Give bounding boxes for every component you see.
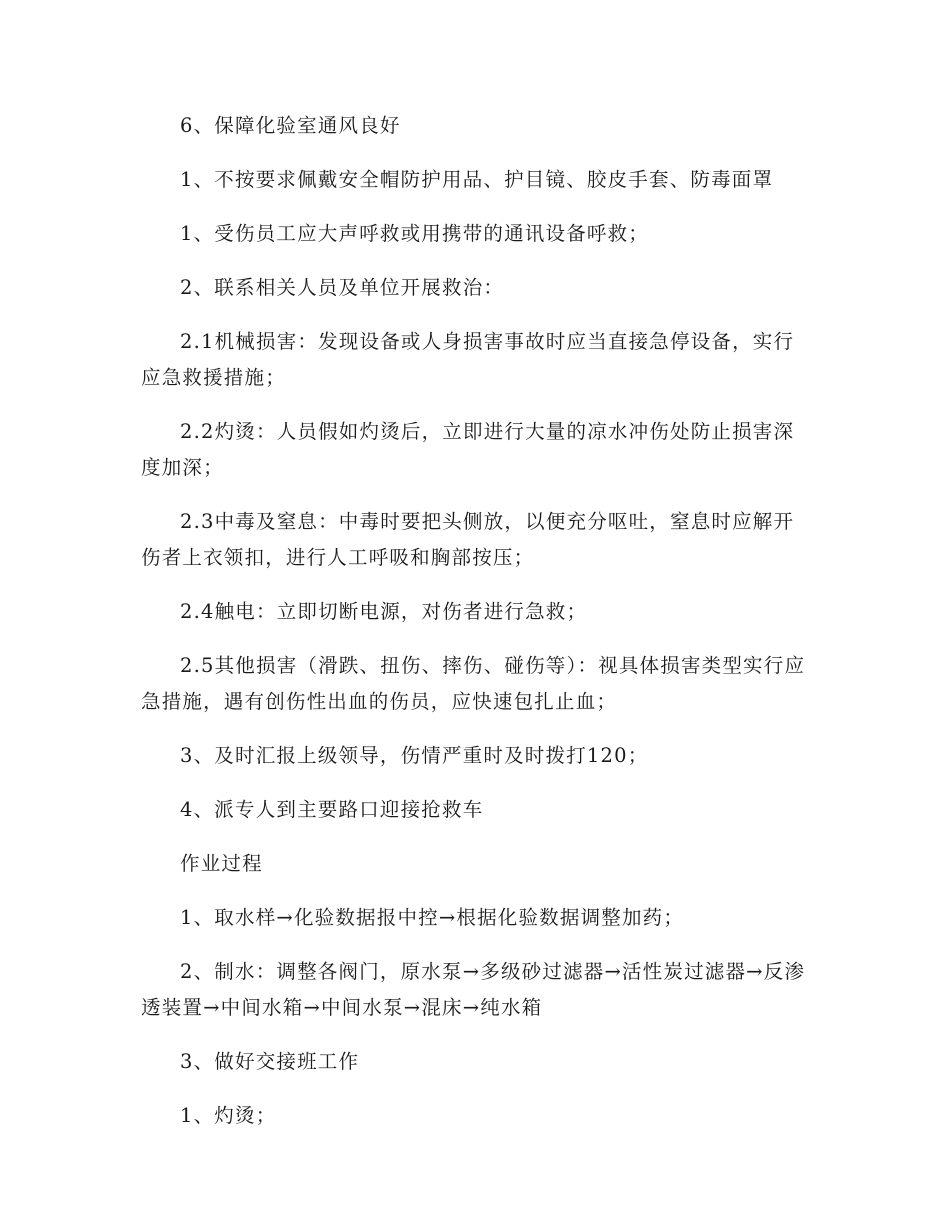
paragraph: 2.1机械损害：发现设备或人身损害事故时应当直接急停设备，实行应急救援措施；	[141, 330, 795, 389]
paragraph: 3、及时汇报上级领导，伤情严重时及时拨打120；	[180, 744, 649, 767]
paragraph: 2.4触电：立即切断电源，对伤者进行急救；	[180, 600, 588, 623]
paragraph: 1、取水样→化验数据报中控→根据化验数据调整加药；	[180, 906, 685, 929]
document-body	[141, 108, 813, 1152]
paragraph: 2.3中毒及窒息：中毒时要把头侧放，以便充分呕吐，窒息时应解开伤者上衣领扣，进行人工呼吸和胸部按压；	[141, 510, 795, 569]
paragraph: 2、联系相关人员及单位开展救治：	[180, 276, 505, 299]
paragraph: 2、制水：调整各阀门，原水泵→多级砂过滤器→活性炭过滤器→反渗透装置→中间水箱→中间水泵→混床→纯水箱	[141, 960, 806, 1019]
section-heading: 作业过程	[180, 852, 263, 875]
paragraph: 6、保障化验室通风良好	[180, 114, 401, 137]
paragraph: 4、派专人到主要路口迎接抢救车	[180, 798, 484, 821]
paragraph: 1、受伤员工应大声呼救或用携带的通讯设备呼救；	[180, 222, 650, 245]
paragraph: 1、灼烫；	[180, 1104, 277, 1127]
paragraph: 2.2灼烫：人员假如灼烫后，立即进行大量的凉水冲伤处防止损害深度加深；	[141, 420, 795, 479]
paragraph: 3、做好交接班工作	[180, 1050, 360, 1073]
paragraph: 1、不按要求佩戴安全帽防护用品、护目镜、胶皮手套、防毒面罩	[180, 168, 774, 191]
paragraph: 2.5其他损害（滑跌、扭伤、摔伤、碰伤等）：视具体损害类型实行应急措施，遇有创伤性出血的伤员，应快速包扎止血；	[141, 654, 806, 713]
